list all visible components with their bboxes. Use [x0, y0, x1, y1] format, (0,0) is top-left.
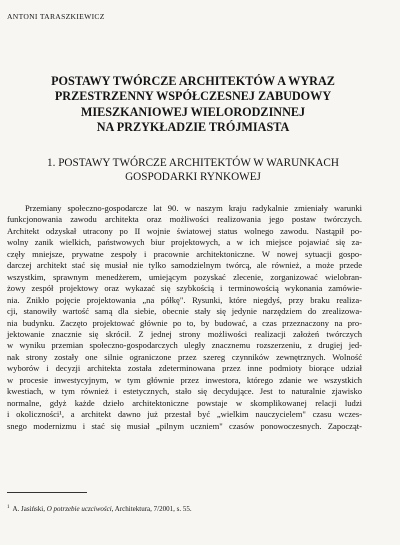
section-heading: [30, 157, 356, 185]
body-line: darczej architekt stać się musiał nie tylko samodzielnym twórcą, ale również, a może przede: [7, 260, 362, 271]
footnote-title: O potrzebie uczciwości: [46, 505, 112, 513]
footnote-divider: [7, 492, 87, 493]
body-paragraph: [7, 203, 362, 432]
body-line: snego modernizmu i stać się musiał „pilnym uczniem" czasów ponowoczesnych. Zapocząt-: [7, 420, 362, 431]
body-line: jektowanie znacznie się skrócił. Z jednej strony możliwości realizacji założeń twórczych: [7, 328, 362, 339]
body-line: wolny zanik wielkich, państwowych biur projektowych, a w ich miejsce pojawiać się za-: [7, 237, 362, 248]
article-title-line: PRZESTRZENNY WSPÓŁCZESNEJ ZABUDOWY: [54, 89, 332, 104]
article-title-line: POSTAWY TWÓRCZE ARCHITEKTÓW A WYRAZ: [51, 74, 335, 88]
article-title: [30, 74, 356, 135]
footnote-source: , Architektura, 7/2001, s. 55.: [111, 505, 192, 513]
body-line: w wyniku przemian społeczno-gospodarczych uległy znacznemu rozszerzeniu, z drugiej jed-: [7, 340, 362, 351]
section-heading-line: 1. POSTAWY TWÓRCZE ARCHITEKTÓW W WARUNKACH: [47, 157, 339, 169]
footnote-author: A. Jasiński,: [12, 505, 45, 513]
running-head: ANTONI TARASZKIEWICZ: [7, 12, 105, 21]
body-line: wyborów i decyzji architekta została zdeterminowana przez inne podmioty biorące udział: [7, 363, 362, 374]
body-line: częły mniejsze, prywatne zespoły i pracownie architektoniczne. W nowej sytuacji gospo-: [7, 248, 362, 259]
footnote-number: 1: [7, 505, 10, 510]
section-heading-line: GOSPODARKI RYNKOWEJ: [125, 170, 261, 183]
body-line: Przemiany społeczno-gospodarcze lat 90. w naszym kraju radykalnie zmieniały warunki: [25, 203, 362, 213]
body-line: nia budynku. Zaczęto projektować głównie po to, by budować, a czas przeznaczony na pro-: [7, 317, 362, 328]
body-line: i okoliczności¹, a architekt dawno już przestał być „wielkim nauczycielem" czasu wczes-: [7, 409, 362, 420]
body-line: nia. Znikło pojęcie projektowania „na półkę". Rysunki, które niegdyś, przy braku realiza-: [7, 294, 362, 305]
body-line: żowy zespół projektowy oraz wykazać się szybkością i terminowością wykonania zamówie-: [7, 283, 362, 294]
article-title-line: MIESZKANIOWEJ WIELORODZINNEJ: [80, 104, 306, 119]
footnote: [7, 503, 362, 514]
body-line: cji, stanowiły wartość samą dla siebie, obecnie stały się jedynie narzędziem do zrealizowa-: [7, 306, 362, 317]
body-line: w procesie inwestycyjnym, w tym głównie przez inwestora, którego zdanie we wszystkich: [7, 374, 362, 385]
body-line: kwestiach, w tym również i estetycznych, stało się decydujące. Jest to naturalnie zjawisko: [7, 386, 362, 397]
body-line: nak strony zostały one silnie ograniczone przez szereg czynników zewnętrznych. Wolność: [7, 351, 362, 362]
body-line: normalne, gdyż każde dzieło architektoniczne powstaje w skomplikowanej relacji ludzi: [7, 397, 362, 408]
body-line: funkcjonowania zawodu architekta oraz możliwości realizowania jego postaw twórczych.: [7, 214, 362, 225]
body-line: wszystkim, sprawnym menedżerem, umiejącym pozyskać zlecenie, zorganizować wielobran-: [7, 271, 362, 282]
article-title-line: NA PRZYKŁADZIE TRÓJMIASTA: [96, 119, 290, 134]
body-line: Architekt odzyskał utracony po II wojnie światowej status wolnego zawodu. Nastąpił po-: [7, 225, 362, 236]
